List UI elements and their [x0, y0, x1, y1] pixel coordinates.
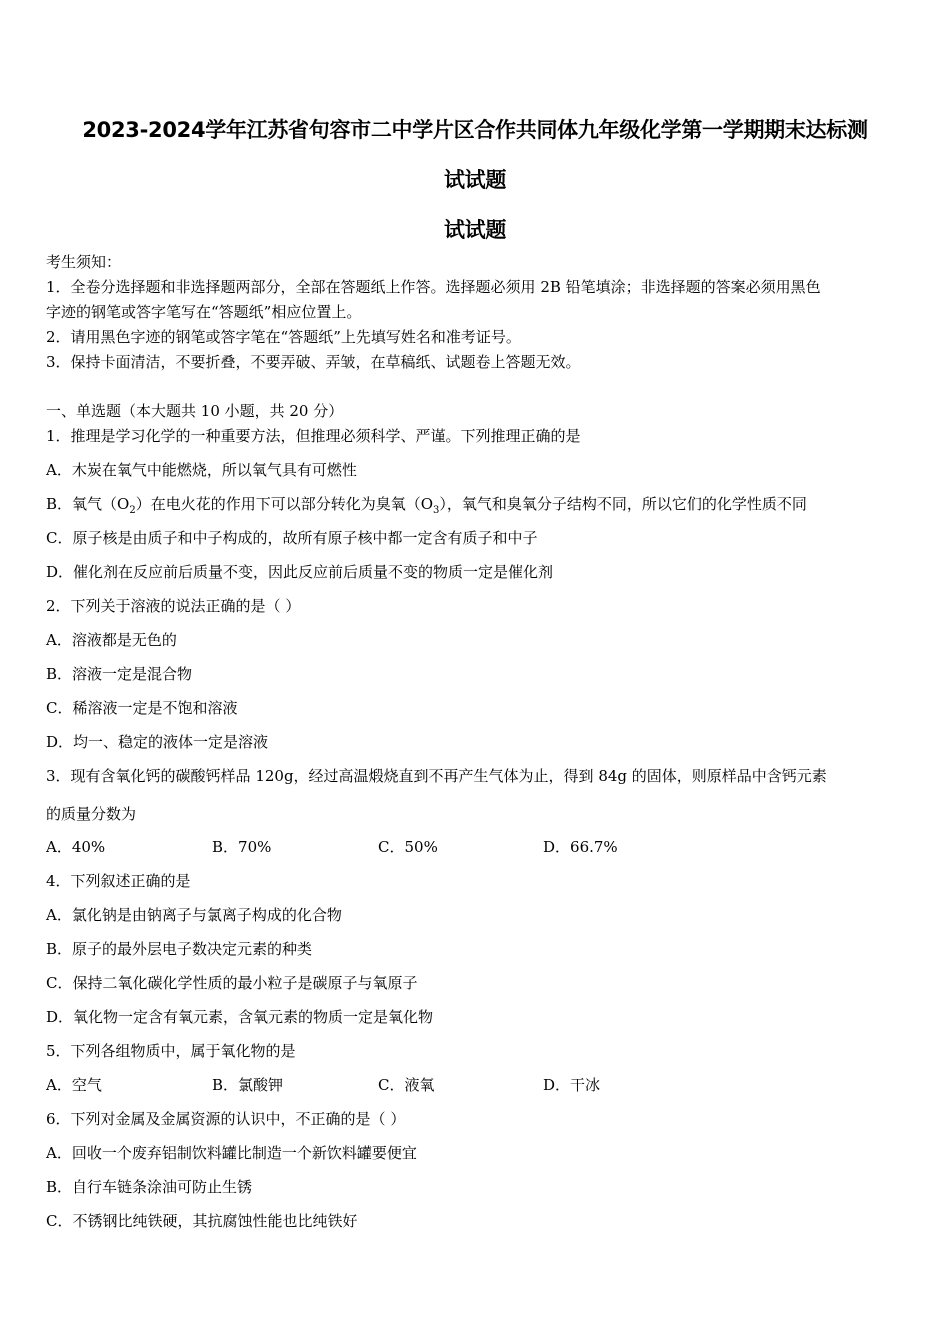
q3-option-a: A．40%: [46, 838, 106, 856]
q3-option-d: D．66.7%: [543, 838, 618, 856]
section-heading: 一、单选题（本大题共 10 小题，共 20 分）: [46, 402, 344, 420]
q2-option-c: C．稀溶液一定是不饱和溶液: [46, 699, 238, 717]
exam-title-line3: 试试题: [443, 218, 507, 242]
q6-option-a: A．回收一个废弃铝制饮料罐比制造一个新饮料罐要便宜: [46, 1144, 417, 1162]
q4-option-d: D．氧化物一定含有氧元素，含氧元素的物质一定是氧化物: [46, 1008, 434, 1026]
q1-option-b-sub1: 2: [129, 505, 136, 516]
q1-option-b-sub2: 3: [433, 505, 440, 516]
q6-stem: 6．下列对金属及金属资源的认识中，不正确的是（ ）: [46, 1110, 406, 1128]
exam-title-line1: 2023-2024学年江苏省句容市二中学片区合作共同体九年级化学第一学期期末达标测: [82, 118, 868, 142]
q1-option-b: [46, 494, 807, 521]
q6-option-b: B．自行车链条涂油可防止生锈: [46, 1178, 253, 1196]
q2-option-a: A．溶液都是无色的: [46, 631, 177, 649]
q4-option-a: A．氯化钠是由钠离子与氯离子构成的化合物: [46, 906, 342, 924]
q2-stem: 2．下列关于溶液的说法正确的是（ ）: [46, 597, 301, 615]
notice-heading: 考生须知：: [46, 253, 122, 271]
q1-option-b-pre: B．氧气（O: [46, 495, 130, 513]
q5-option-a: A．空气: [46, 1076, 102, 1094]
q6-option-c: C．不锈钢比纯铁硬，其抗腐蚀性能也比纯铁好: [46, 1212, 358, 1230]
q2-option-d: D．均一、稳定的液体一定是溶液: [46, 733, 269, 751]
notice-item-1b: 字迹的钢笔或答字笔写在“答题纸”相应位置上。: [46, 303, 362, 321]
q1-option-b-mid: ）在电火花的作用下可以部分转化为臭氧（O: [135, 495, 434, 513]
q1-stem: 1．推理是学习化学的一种重要方法，但推理必须科学、严谨。下列推理正确的是: [46, 427, 581, 445]
q3-option-b: B．70%: [212, 838, 272, 856]
q1-option-c: C．原子核是由质子和中子构成的，故所有原子核中都一定含有质子和中子: [46, 529, 538, 547]
notice-item-1a: 1．全卷分选择题和非选择题两部分，全部在答题纸上作答。选择题必须用 2B 铅笔填涂；非选择题的答案必须用黑色: [46, 278, 821, 296]
q4-option-c: C．保持二氧化碳化学性质的最小粒子是碳原子与氧原子: [46, 974, 418, 992]
q4-stem: 4．下列叙述正确的是: [46, 872, 191, 890]
q2-option-b: B．溶液一定是混合物: [46, 665, 193, 683]
q3-option-c: C．50%: [378, 838, 438, 856]
exam-title-line2: 试试题: [443, 168, 507, 192]
q5-option-d: D．干冰: [543, 1076, 601, 1094]
q5-stem: 5．下列各组物质中，属于氧化物的是: [46, 1042, 296, 1060]
q5-option-c: C．液氧: [378, 1076, 435, 1094]
notice-item-2: 2．请用黑色字迹的钢笔或答字笔在“答题纸”上先填写姓名和准考证号。: [46, 328, 521, 346]
q1-option-b-post: ），氧气和臭氧分子结构不同，所以它们的化学性质不同: [439, 495, 807, 513]
q3-stem-a: 3．现有含氧化钙的碳酸钙样品 120g，经过高温煅烧直到不再产生气体为止，得到 84g 的固体，则原样品中含钙元素: [46, 767, 827, 785]
notice-item-3: 3．保持卡面清洁，不要折叠，不要弄破、弄皱，在草稿纸、试题卷上答题无效。: [46, 353, 581, 371]
q3-stem-b: 的质量分数为: [46, 805, 137, 823]
q1-option-a: A．木炭在氧气中能燃烧，所以氧气具有可燃性: [46, 461, 357, 479]
q5-option-b: B．氯酸钾: [212, 1076, 284, 1094]
q1-option-d: D．催化剂在反应前后质量不变，因此反应前后质量不变的物质一定是催化剂: [46, 563, 554, 581]
q4-option-b: B．原子的最外层电子数决定元素的种类: [46, 940, 313, 958]
